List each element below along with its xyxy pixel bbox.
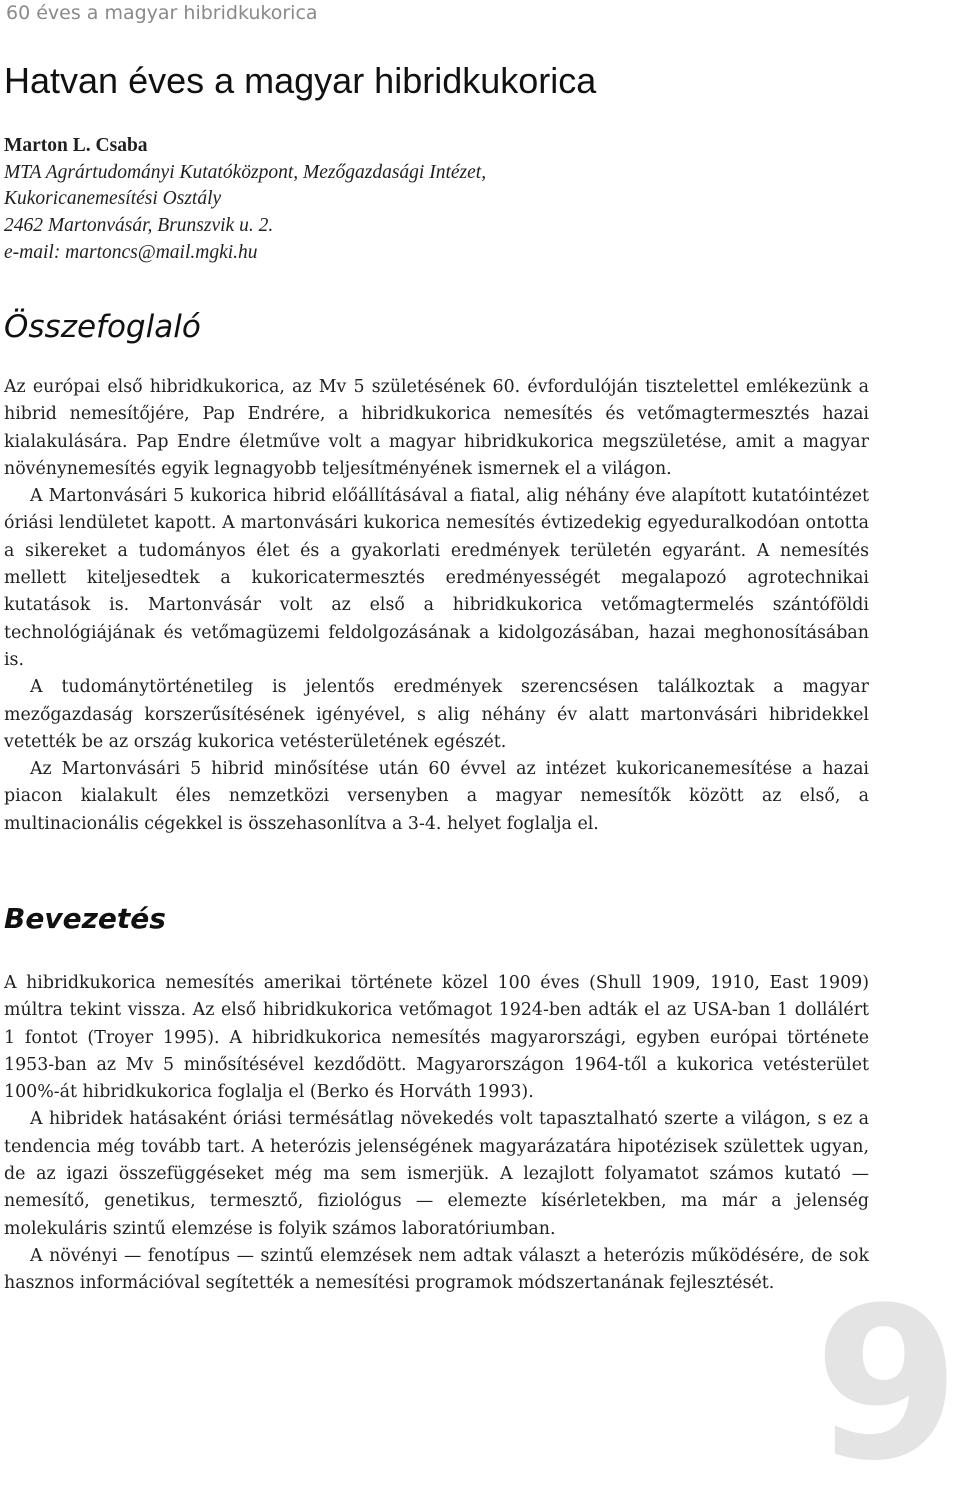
abstract-paragraph: A Martonvásári 5 kukorica hibrid előállításával a fiatal, alig néhány éve alapított kutatóintézet óriási lendületet kapott. A martonvásári kukorica nemesítés évtizedekig egyeduralkodóan ontotta a sikereket a tudományos élet és a gyakorlati eredmények területén egyaránt. A nemesítés mellett kiteljesedtek a kukoricatermesztés eredményességét megalapozó agrotechnikai kutatások is. Martonvásár volt az első a hibridkukorica vetőmagtermelés szántóföldi technológiájának és vetőmagüzemi feldolgozásának a kidolgozásában, hazai meghonosításában is. [4, 486, 869, 670]
abstract-paragraph: Az európai első hibridkukorica, az Mv 5 születésének 60. évfordulóján tisztelettel emlékezünk a hibrid nemesítőjére, Pap Endrére, a hibridkukorica nemesítés és vetőmagtermesztés hazai kialakulására. Pap Endre életműve volt a magyar hibridkukorica megszületése, amit a magyar növénynemesítés egyik legnagyobb teljesítményének ismernek el a világon. [4, 377, 869, 479]
page-number: 9 [813, 1262, 960, 1507]
introduction-paragraph: A hibridkukorica nemesítés amerikai története közel 100 éves (Shull 1909, 1910, East 1909) múltra tekint vissza. Az első hibridkukorica vetőmagot 1924-ben adták el az USA-ban 1 dollálért 1 fontot (Troyer 1995). A hibridkukorica nemesítés magyarországi, egyben európai története 1953-ban az Mv 5 minősítésével kezdődött. Magyarországon 1964-től a kukorica vetésterület 100%-át hibridkukorica foglalja el (Berko és Horváth 1993). [4, 973, 869, 1103]
author-address: 2462 Martonvásár, Brunszvik u. 2. [4, 215, 274, 237]
article-title: Hatvan éves a magyar hibridkukorica [4, 60, 597, 101]
author-name: Marton L. Csaba [4, 135, 148, 156]
abstract-paragraph: A tudománytörténetileg is jelentős eredmények szerencsésen találkoztak a magyar mezőgazdaság korszerűsítésének igényével, s alig néhány év alatt martonvásári hibridekkel vetették be az ország kukorica vetésterületének egészét. [4, 677, 869, 752]
author-email: e-mail: martoncs@mail.mgki.hu [4, 241, 258, 263]
introduction-heading: Bevezetés [4, 902, 166, 935]
introduction-body [4, 970, 869, 1298]
introduction-paragraph: A hibridek hatásaként óriási termésátlag növekedés volt tapasztalható szerte a világon, s ez a tendencia még tovább tart. A heterózis jelenségének magyarázatára hipotézisek születtek ugyan, de az igazi összefüggéseket még ma sem ismerjük. A lezajlott folyamatot számos kutató — nemesítő, genetikus, termesztő, fiziológus — elemezte kísérletekben, ma már a jelenség molekuláris szintű elemzése is folyik számos laboratóriumban. [4, 1109, 869, 1239]
author-block [4, 133, 944, 267]
introduction-paragraph: A növényi — fenotípus — szintű elemzések nem adtak választ a heterózis működésére, de sok hasznos információval segítették a nemesítési programok módszertanának fejlesztését. [4, 1245, 869, 1294]
author-affiliation-2: Kukoricanemesítési Osztály [4, 188, 222, 210]
abstract-paragraph: Az Martonvásári 5 hibrid minősítése után 60 évvel az intézet kukoricanemesítése a hazai piacon kialakult éles nemzetközi versenyben a magyar nemesítők között az első, a multinacionális cégekkel is összehasonlítva a 3-4. helyet foglalja el. [4, 759, 869, 834]
abstract-heading: Összefoglaló [4, 309, 201, 345]
abstract-body [4, 374, 869, 838]
running-head: 60 éves a magyar hibridkukorica [6, 2, 318, 24]
author-affiliation-1: MTA Agrártudományi Kutatóközpont, Mezőgazdasági Intézet, [4, 161, 487, 183]
